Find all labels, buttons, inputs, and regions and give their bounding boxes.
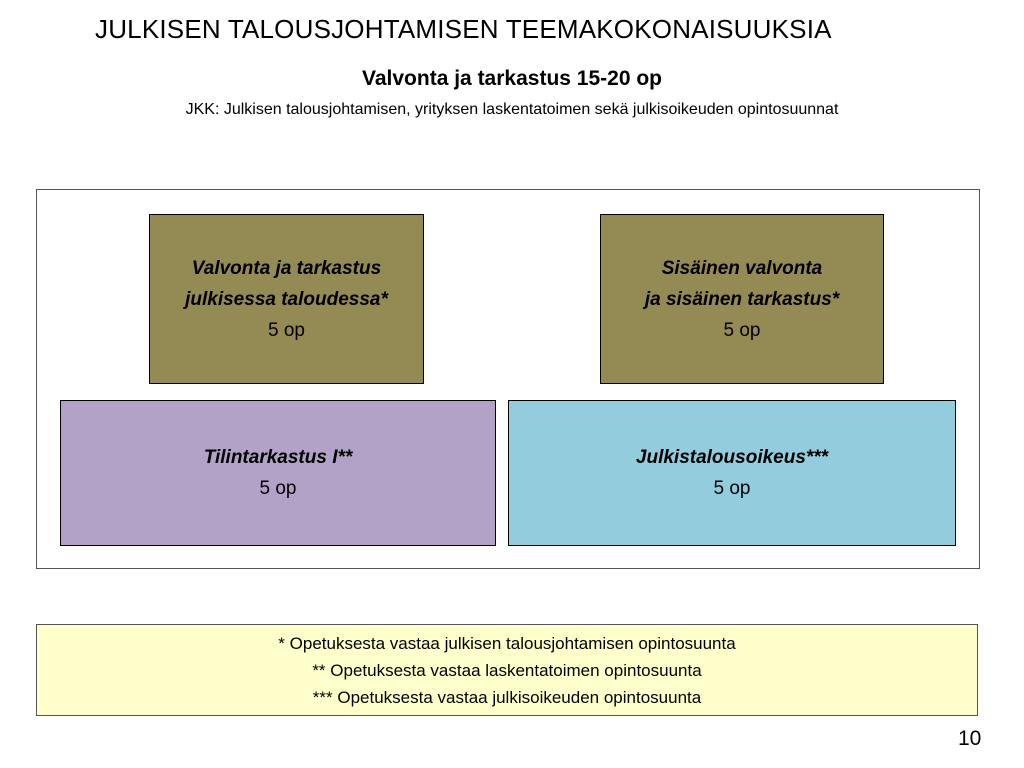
page-number: 10: [958, 727, 982, 750]
slide-subtitle: Valvonta ja tarkastus 15-20 op: [362, 67, 662, 90]
course-box-tilintarkastus: [60, 400, 496, 546]
course-credits: 5 op: [713, 478, 751, 499]
course-credits: 5 op: [723, 319, 761, 341]
footnote-item: *** Opetuksesta vastaa julkisoikeuden opintosuunta: [312, 687, 702, 707]
slide-description: JKK: Julkisen talousjohtamisen, yrityksen laskentatoimen sekä julkisoikeuden opintosuunnat: [185, 101, 839, 118]
footnotes-box: [36, 624, 978, 716]
course-name: Julkistalousoikeus***: [635, 447, 829, 468]
course-name: Sisäinen valvonta ja sisäinen tarkastus*: [644, 257, 840, 310]
footnote-item: * Opetuksesta vastaa julkisen talousjohtamisen opintosuunta: [278, 633, 736, 653]
course-box-valvonta-ja-tarkastus: [149, 214, 424, 384]
slide-title: JULKISEN TALOUSJOHTAMISEN TEEMAKOKONAISUUKSIA: [95, 14, 832, 44]
course-name: Tilintarkastus I**: [203, 447, 353, 468]
footnote-item: ** Opetuksesta vastaa laskentatoimen opintosuunta: [312, 660, 702, 680]
course-box-julkistalousoikeus: [508, 400, 956, 546]
course-credits: 5 op: [259, 478, 297, 499]
course-credits: 5 op: [268, 319, 305, 341]
course-name: Valvonta ja tarkastus julkisessa taloudessa*: [185, 257, 388, 310]
course-box-sisainen-valvonta: [600, 214, 884, 384]
